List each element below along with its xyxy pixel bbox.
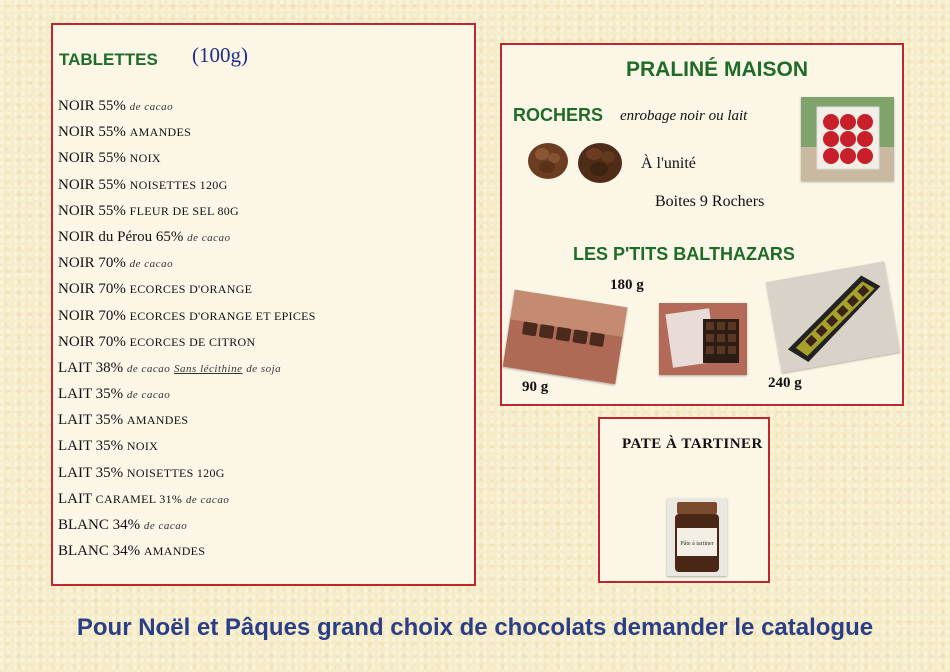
jar-label-text: Pâte à tartiner <box>680 541 714 547</box>
tablette-name: NOIR du Pérou 65% <box>58 228 184 245</box>
tablette-item <box>58 93 316 119</box>
tablette-item <box>58 329 316 355</box>
tablette-note: de cacao <box>129 258 174 271</box>
tablette-note: de cacao <box>187 231 231 244</box>
tablette-name: BLANC 34% <box>58 517 141 533</box>
tablette-item <box>58 276 316 302</box>
weight-90: 90 g <box>522 379 549 395</box>
tablette-note-underline: Sans lécithine <box>174 362 243 375</box>
tablettes-panel <box>51 23 476 586</box>
tablettes-title: TABLETTES <box>59 50 158 69</box>
tablette-name: LAIT 38% <box>58 359 124 376</box>
tablette-item <box>58 538 316 564</box>
footer-notice: Pour Noël et Pâques grand choix de chocolats demander le catalogue <box>76 614 874 641</box>
balthazars-180g-image <box>659 303 747 375</box>
tablette-variant: NOIX <box>126 439 159 454</box>
tablette-name: NOIR 70% <box>58 255 126 272</box>
tablette-item <box>58 224 316 250</box>
tablette-variant: NOIX <box>129 151 161 166</box>
tablette-item <box>58 119 316 145</box>
rochers-title: ROCHERS <box>513 105 604 125</box>
tablette-note: de cacao <box>143 520 188 532</box>
tablette-item <box>58 433 316 459</box>
tablette-item <box>58 407 316 433</box>
balthazars-90g-image <box>503 290 628 385</box>
tablette-item <box>58 303 316 329</box>
rochers-note: enrobage noir ou lait <box>620 108 748 124</box>
tablettes-list <box>58 93 316 564</box>
tablette-variant: AMANDES <box>129 125 192 140</box>
pate-panel <box>598 417 770 583</box>
praline-panel <box>500 43 904 406</box>
tablette-variant: ECORCES D'ORANGE ET EPICES <box>129 308 316 323</box>
tablette-item <box>58 355 316 381</box>
tablette-note: de cacao <box>126 389 171 402</box>
rochers-box-image <box>801 97 894 181</box>
box-label: Boites 9 Rochers <box>655 193 765 210</box>
pate-jar-image <box>667 498 727 576</box>
tablette-variant: CARAMEL 31% <box>95 491 183 506</box>
balthazars-240g-image <box>766 261 900 372</box>
tablette-name: NOIR 55% <box>58 150 126 167</box>
tablette-item <box>58 381 316 407</box>
weight-240: 240 g <box>768 375 802 391</box>
tablette-name: LAIT 35% <box>58 412 124 429</box>
pate-title: PATE À TARTINER <box>622 436 763 452</box>
tablette-name: BLANC 34% <box>58 543 141 560</box>
tablette-variant: AMANDES <box>126 413 189 428</box>
tablette-note: de cacao <box>129 101 174 113</box>
tablette-item <box>58 172 316 198</box>
unit-label: À l'unité <box>641 155 696 172</box>
tablette-variant: FLEUR DE SEL 80G <box>129 203 240 218</box>
tablette-variant: ECORCES D'ORANGE <box>129 282 253 297</box>
tablette-name: NOIR 55% <box>58 202 126 219</box>
tablette-name: NOIR 55% <box>58 176 126 193</box>
balthazars-title: LES P'TITS BALTHAZARS <box>573 244 795 264</box>
tablette-item <box>58 512 316 538</box>
tablette-name: NOIR 55% <box>58 124 126 141</box>
tablette-variant: NOISETTES 120G <box>129 177 228 192</box>
tablette-note-tail: de soja <box>246 362 282 375</box>
tablette-variant: NOISETTES 120G <box>126 465 225 480</box>
tablettes-weight: (100g) <box>192 43 248 67</box>
tablette-name: LAIT 35% <box>58 438 124 455</box>
tablette-note: de cacao <box>185 493 230 506</box>
praline-title: PRALINÉ MAISON <box>626 58 809 81</box>
tablette-item <box>58 250 316 276</box>
tablette-item <box>58 460 316 486</box>
rochers-image <box>525 139 625 187</box>
tablette-item <box>58 198 316 224</box>
tablette-name: NOIR 55% <box>58 98 126 114</box>
tablette-note: de cacao <box>126 362 171 375</box>
tablette-variant: ECORCES DE CITRON <box>129 334 256 349</box>
tablette-name: NOIR 70% <box>58 307 126 324</box>
tablette-name: NOIR 70% <box>58 333 126 350</box>
tablette-item <box>58 145 316 171</box>
tablette-variant: AMANDES <box>143 544 206 559</box>
tablette-name: LAIT <box>58 490 92 507</box>
weight-180: 180 g <box>610 277 644 293</box>
tablette-item <box>58 486 316 512</box>
tablette-name: NOIR 70% <box>58 281 126 298</box>
tablette-name: LAIT 35% <box>58 386 124 403</box>
tablette-name: LAIT 35% <box>58 464 124 481</box>
